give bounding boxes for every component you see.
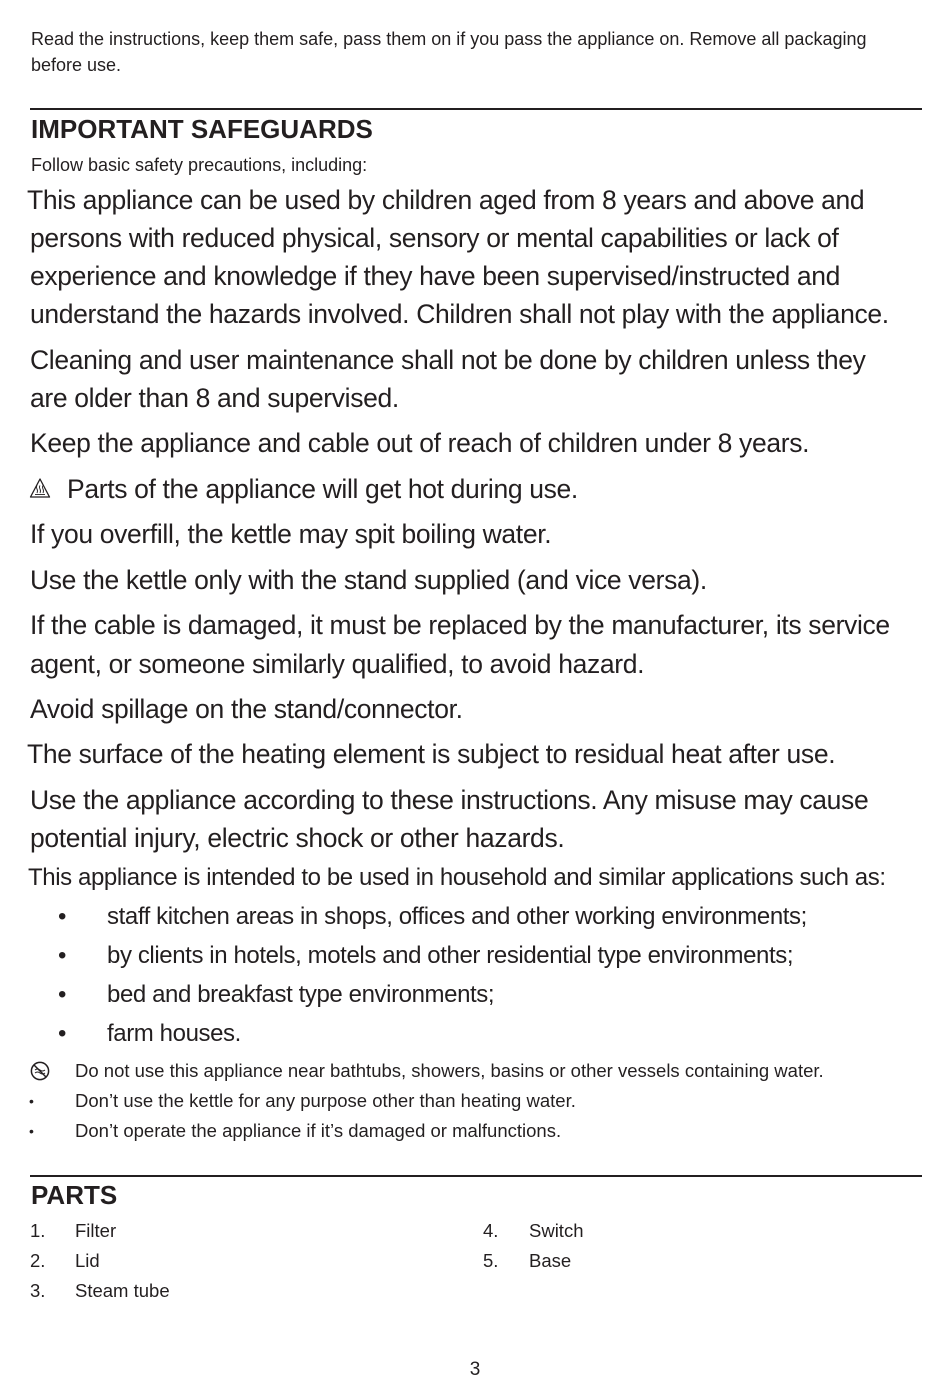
children-line-3: experience and knowledge if they have been supervised/instructed and bbox=[30, 261, 841, 291]
hot-surface-warning-icon bbox=[29, 477, 51, 499]
application-item: staff kitchen areas in shops, offices and other working environments; bbox=[107, 903, 807, 930]
misuse-line-2: potential injury, electric shock or other hazards. bbox=[30, 823, 565, 853]
part-name: Base bbox=[529, 1250, 572, 1271]
cleaning-line-1: Cleaning and user maintenance shall not be done by children unless they bbox=[30, 345, 866, 375]
application-item: farm houses. bbox=[107, 1020, 241, 1047]
part-number: 3. bbox=[30, 1280, 46, 1301]
bullet: • bbox=[29, 1093, 34, 1109]
hot-parts-text: Parts of the appliance will get hot during use. bbox=[67, 474, 578, 504]
part-name: Steam tube bbox=[75, 1280, 170, 1301]
bullet: • bbox=[29, 1123, 34, 1139]
keep-away-text: Keep the appliance and cable out of reach of children under 8 years. bbox=[30, 428, 810, 458]
residual-heat-text: The surface of the heating element is subject to residual heat after use. bbox=[27, 739, 836, 769]
cable-line-1: If the cable is damaged, it must be replaced by the manufacturer, its service bbox=[30, 610, 890, 640]
children-line-4: understand the hazards involved. Children shall not play with the appliance. bbox=[30, 299, 889, 329]
intended-use-text: This appliance is intended to be used in household and similar applications such as: bbox=[28, 864, 886, 891]
spillage-text: Avoid spillage on the stand/connector. bbox=[30, 694, 463, 724]
bullet: • bbox=[58, 1020, 67, 1047]
bullet: • bbox=[58, 981, 67, 1008]
safeguards-subtitle: Follow basic safety precautions, including: bbox=[31, 155, 368, 175]
children-line-2: persons with reduced physical, sensory or mental capabilities or lack of bbox=[30, 223, 839, 253]
cleaning-line-2: are older than 8 and supervised. bbox=[30, 383, 399, 413]
bullet: • bbox=[58, 942, 67, 969]
part-name: Filter bbox=[75, 1220, 117, 1241]
safeguards-heading: IMPORTANT SAFEGUARDS bbox=[31, 114, 373, 144]
part-name: Lid bbox=[75, 1250, 100, 1271]
intro-text: Read the instructions, keep them safe, pass them on if you pass the appliance on. Remove all packaging before use. bbox=[31, 29, 867, 75]
misuse-line-1: Use the appliance according to these instructions. Any misuse may cause bbox=[30, 785, 869, 815]
no-water-text: Do not use this appliance near bathtubs, showers, basins or other vessels containing water. bbox=[75, 1060, 824, 1081]
part-number: 4. bbox=[483, 1220, 499, 1241]
overfill-text: If you overfill, the kettle may spit boiling water. bbox=[30, 519, 552, 549]
parts-heading: PARTS bbox=[31, 1180, 118, 1210]
cable-line-2: agent, or someone similarly qualified, to avoid hazard. bbox=[30, 649, 645, 679]
section-divider bbox=[30, 1175, 922, 1177]
no-water-prohibition-icon bbox=[30, 1061, 50, 1081]
part-number: 5. bbox=[483, 1250, 499, 1271]
part-name: Switch bbox=[529, 1220, 584, 1241]
children-line-1: This appliance can be used by children aged from 8 years and above and bbox=[27, 185, 865, 215]
damaged-text: Don’t operate the appliance if it’s damaged or malfunctions. bbox=[75, 1120, 562, 1141]
part-number: 2. bbox=[30, 1250, 46, 1271]
page-number: 3 bbox=[469, 1359, 481, 1380]
section-divider bbox=[30, 108, 922, 110]
bullet: • bbox=[58, 903, 67, 930]
part-number: 1. bbox=[30, 1220, 46, 1241]
heating-only-text: Don’t use the kettle for any purpose other than heating water. bbox=[75, 1090, 576, 1111]
stand-text: Use the kettle only with the stand supplied (and vice versa). bbox=[30, 565, 707, 595]
application-item: bed and breakfast type environments; bbox=[107, 981, 495, 1008]
application-item: by clients in hotels, motels and other residential type environments; bbox=[107, 942, 794, 969]
